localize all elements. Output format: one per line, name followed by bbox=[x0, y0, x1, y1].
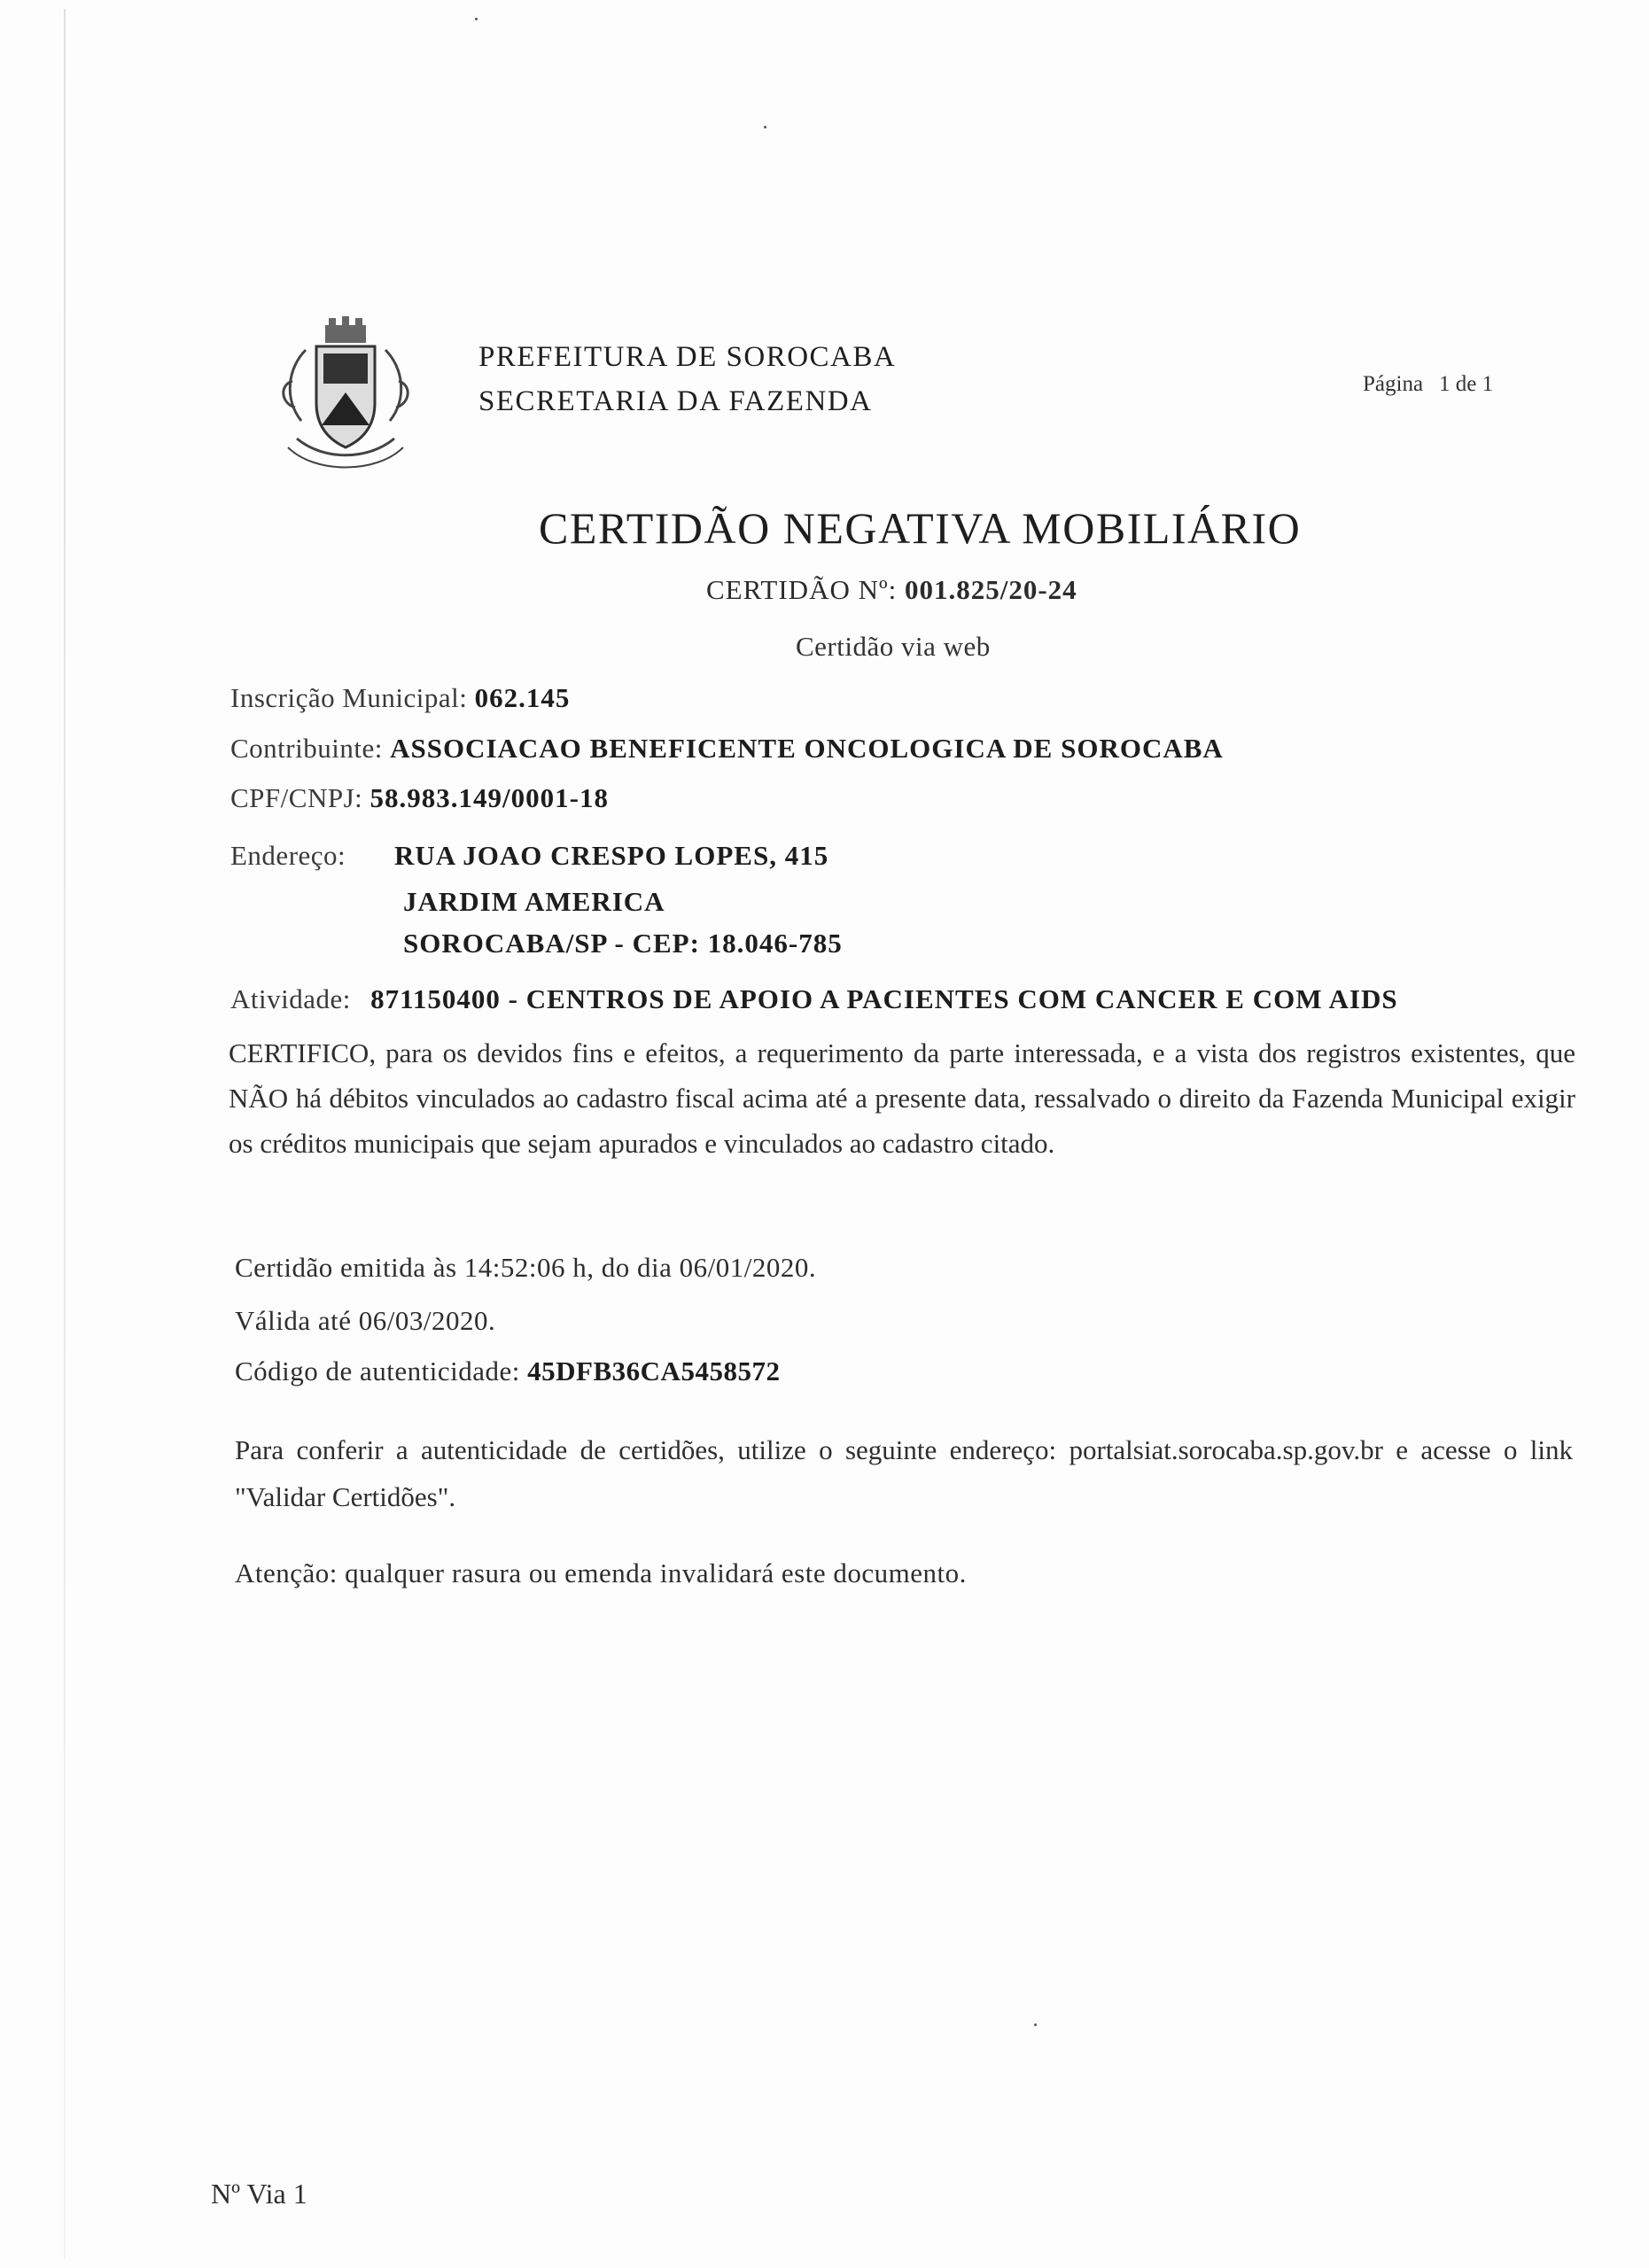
scan-speck bbox=[1034, 2023, 1037, 2026]
endereco-label: Endereço: bbox=[230, 840, 346, 871]
org-name: PREFEITURA DE SOROCABA bbox=[478, 341, 897, 373]
page-label: Página bbox=[1363, 372, 1424, 396]
certificate-number-value: 001.825/20-24 bbox=[904, 574, 1077, 605]
verification-instructions: Para conferir a autenticidade de certidões, utilize o seguinte endereço: portalsiat.sorocaba.sp.gov.br e acesse o link "Validar Certidões". bbox=[235, 1434, 1573, 1512]
field-atividade bbox=[230, 983, 1398, 1015]
municipal-coat-of-arms-icon bbox=[270, 315, 421, 478]
scan-edge-shadow bbox=[64, 9, 66, 2259]
tampering-warning: Atenção: qualquer rasura ou emenda invalidará este documento. bbox=[235, 1557, 967, 1588]
issuer-header bbox=[478, 335, 896, 423]
page-indicator bbox=[1363, 372, 1509, 397]
authenticity-code-label: Código de autenticidade: bbox=[235, 1355, 520, 1386]
cpf-cnpj-value: 58.983.149/0001-18 bbox=[369, 782, 609, 813]
contribuinte-value: ASSOCIACAO BENEFICENTE ONCOLOGICA DE SOROCABA bbox=[390, 733, 1224, 764]
certification-paragraph: CERTIFICO, para os devidos fins e efeitos, a requerimento da parte interessada, e a vista dos registros existentes, que NÃO há débitos vinculados ao cadastro fiscal acima até a presente data, ressalvado o direito da Fazenda Municipal exigir os créditos municipais que sejam apurados e vinculados ao cadastro citado. bbox=[229, 1037, 1575, 1159]
org-department: SECRETARIA DA FAZENDA bbox=[478, 385, 873, 417]
inscricao-label: Inscrição Municipal: bbox=[230, 682, 468, 713]
field-contribuinte bbox=[230, 733, 1224, 765]
address-line-city: SOROCABA/SP - CEP: 18.046-785 bbox=[403, 928, 843, 959]
cpf-cnpj-label: CPF/CNPJ: bbox=[230, 782, 363, 813]
authenticity-code-value: 45DFB36CA5458572 bbox=[527, 1355, 781, 1386]
page-value: 1 de 1 bbox=[1439, 372, 1494, 396]
inscricao-value: 062.145 bbox=[474, 682, 571, 713]
document-title: CERTIDÃO NEGATIVA MOBILIÁRIO bbox=[539, 503, 1302, 553]
scan-speck bbox=[475, 18, 478, 20]
address-line-street: RUA JOAO CRESPO LOPES, 415 bbox=[394, 840, 829, 871]
atividade-label: Atividade: bbox=[230, 983, 351, 1014]
certificate-number bbox=[706, 574, 1077, 606]
certificate-number-label: CERTIDÃO Nº: bbox=[706, 574, 898, 605]
certificate-source: Certidão via web bbox=[796, 631, 991, 662]
field-cpf-cnpj bbox=[230, 782, 609, 814]
contribuinte-label: Contribuinte: bbox=[230, 733, 383, 764]
address-line-district: JARDIM AMERICA bbox=[403, 886, 665, 917]
issued-at: Certidão emitida às 14:52:06 h, do dia 06/01/2020. bbox=[235, 1252, 817, 1283]
authenticity-code bbox=[235, 1355, 780, 1387]
valid-until: Válida até 06/03/2020. bbox=[235, 1305, 496, 1336]
scan-speck bbox=[764, 126, 766, 128]
field-inscricao bbox=[230, 682, 570, 714]
atividade-value: 871150400 - CENTROS DE APOIO A PACIENTES COM CANCER E COM AIDS bbox=[370, 983, 1398, 1014]
copy-number: Nº Via 1 bbox=[211, 2178, 307, 2210]
field-endereco bbox=[230, 840, 346, 872]
